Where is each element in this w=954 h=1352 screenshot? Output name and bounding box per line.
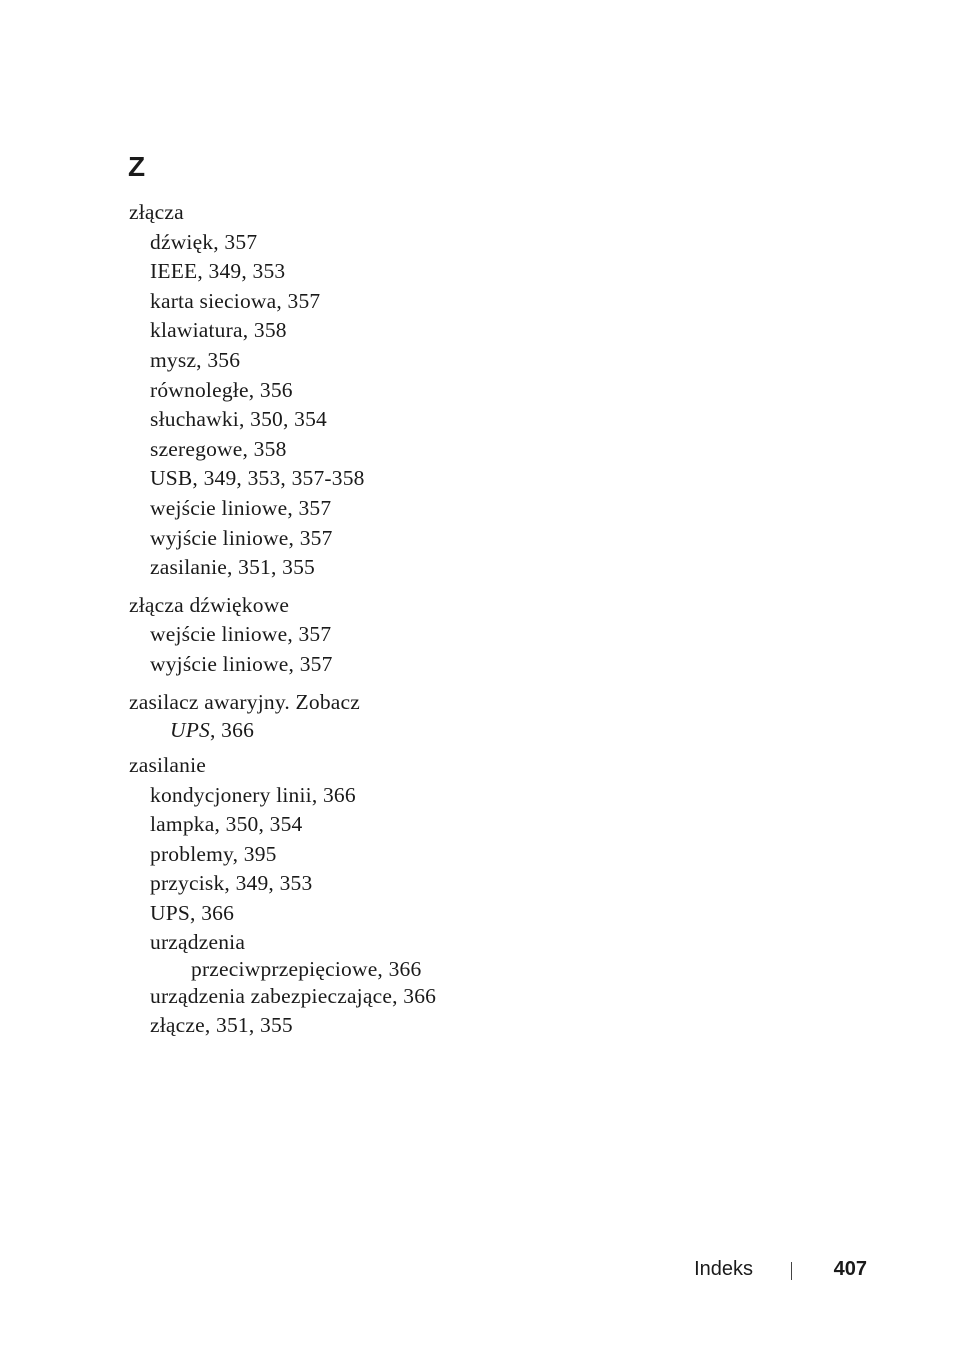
section-letter: Z [128, 151, 146, 182]
index-entry [129, 688, 436, 744]
see-reference-pages: , 366 [210, 718, 255, 743]
index-subentry-continuation: przeciwprzepięciowe, 366 [191, 956, 422, 981]
index-subentry: urządzenia zabezpieczające, 366 [150, 983, 437, 1008]
index-subentry: problemy, 395 [150, 841, 277, 866]
index-subentry: wyjście liniowe, 357 [150, 651, 333, 676]
index-subentry: lampka, 350, 354 [150, 812, 303, 837]
index-entry [129, 751, 436, 1041]
index-subentry: równoległe, 356 [150, 377, 293, 402]
index-subentry: karta sieciowa, 357 [150, 288, 321, 313]
index-entry [129, 198, 436, 583]
index-subentry: UPS, 366 [150, 901, 235, 926]
index-subentry: klawiatura, 358 [150, 318, 287, 343]
index-term: zasilanie [129, 753, 207, 778]
see-reference [129, 717, 436, 743]
index-subentry: kondycjonery linii, 366 [150, 782, 356, 807]
index-subentry: USB, 349, 353, 357-358 [150, 466, 365, 491]
index-subentry: wejście liniowe, 357 [150, 622, 332, 647]
index-subentry-wrapped: urządzenia [150, 929, 246, 954]
page-footer [0, 1256, 954, 1284]
footer-section-label: Indeks [694, 1258, 753, 1280]
index-term: zasilacz awaryjny. Zobacz [129, 689, 361, 714]
index-subentry: wejście liniowe, 357 [150, 495, 332, 520]
index-term: złącza [129, 200, 184, 224]
index-subentry: IEEE, 349, 353 [150, 259, 286, 284]
see-reference-target: UPS [170, 718, 211, 743]
index-subentry: mysz, 356 [150, 347, 241, 372]
index-subentry: szeregowe, 358 [150, 436, 287, 461]
index-subentry: dźwięk, 357 [150, 229, 258, 254]
index-subentry: wyjście liniowe, 357 [150, 525, 333, 550]
page-number: 407 [833, 1258, 867, 1280]
index-subentry: przycisk, 349, 353 [150, 871, 313, 896]
footer-divider [791, 1262, 792, 1280]
index-subentry: słuchawki, 350, 354 [150, 407, 327, 432]
index-subentry: zasilanie, 351, 355 [150, 555, 316, 580]
index-entry [129, 591, 436, 680]
index-list [129, 198, 436, 1049]
index-subentry: złącze, 351, 355 [150, 1013, 293, 1038]
index-term: złącza dźwiękowe [129, 592, 290, 617]
